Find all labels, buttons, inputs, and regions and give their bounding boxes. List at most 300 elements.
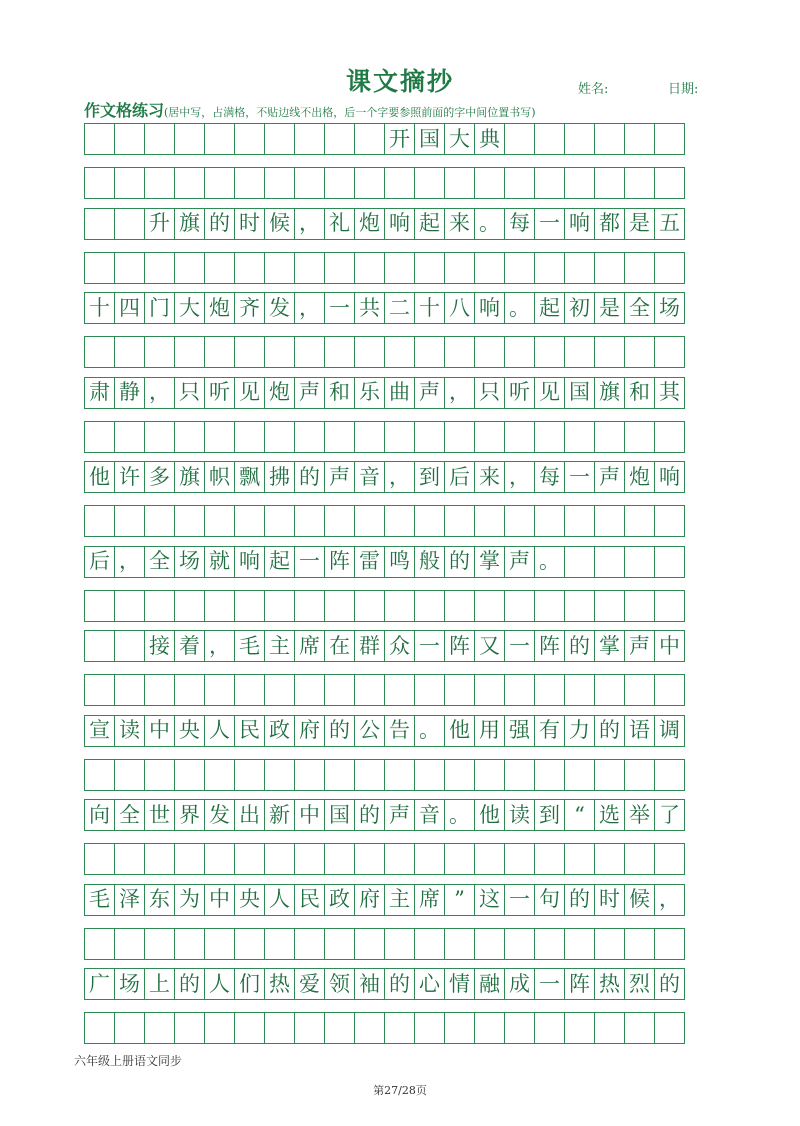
grid-cell — [84, 123, 115, 155]
grid-cell — [564, 1012, 595, 1044]
grid-cell: 旗 — [174, 461, 205, 493]
grid-cell: 一 — [294, 546, 325, 578]
grid-cell: 席 — [294, 630, 325, 662]
grid-cell — [84, 167, 115, 199]
grid-cell: 响 — [564, 208, 595, 240]
grid-cell — [564, 674, 595, 706]
grid-cell: 候 — [264, 208, 295, 240]
grid-cell — [624, 123, 655, 155]
grid-cell — [264, 336, 295, 368]
grid-cell: 拂 — [264, 461, 295, 493]
grid-cell: 成 — [504, 968, 535, 1000]
blank-grid-row — [84, 505, 685, 537]
text-grid-row — [84, 208, 685, 240]
text-grid-row — [84, 884, 685, 916]
grid-cell — [174, 421, 205, 453]
grid-cell: 的 — [174, 968, 205, 1000]
grid-cell: 融 — [474, 968, 505, 1000]
grid-cell — [174, 167, 205, 199]
grid-cell — [564, 167, 595, 199]
grid-cell — [564, 759, 595, 791]
grid-cell: 和 — [624, 377, 655, 409]
grid-cell — [624, 759, 655, 791]
grid-cell: 毛 — [234, 630, 265, 662]
grid-cell — [264, 674, 295, 706]
grid-cell — [294, 421, 325, 453]
grid-cell: 公 — [354, 715, 385, 747]
grid-cell — [654, 843, 685, 875]
grid-cell: 。 — [534, 546, 565, 578]
grid-cell — [564, 123, 595, 155]
grid-cell — [354, 928, 385, 960]
grid-cell: 响 — [384, 208, 415, 240]
grid-cell: 他 — [444, 715, 475, 747]
grid-cell — [174, 674, 205, 706]
grid-cell — [654, 123, 685, 155]
grid-cell: 央 — [234, 884, 265, 916]
grid-cell — [444, 674, 475, 706]
grid-cell — [654, 928, 685, 960]
grid-cell — [234, 505, 265, 537]
grid-cell: 主 — [384, 884, 415, 916]
grid-cell — [114, 167, 145, 199]
grid-cell — [84, 208, 115, 240]
grid-cell — [444, 843, 475, 875]
grid-cell — [354, 123, 385, 155]
grid-cell: 广 — [84, 968, 115, 1000]
grid-cell: 东 — [144, 884, 175, 916]
grid-cell: 声 — [594, 461, 625, 493]
grid-cell: 掌 — [594, 630, 625, 662]
grid-cell — [204, 123, 235, 155]
text-grid-row — [84, 461, 685, 493]
grid-cell: 雷 — [354, 546, 385, 578]
grid-cell: 飘 — [234, 461, 265, 493]
grid-cell — [474, 674, 505, 706]
grid-cell — [324, 252, 355, 284]
grid-cell: 向 — [84, 799, 115, 831]
grid-cell: 只 — [174, 377, 205, 409]
grid-cell — [654, 421, 685, 453]
grid-cell — [594, 252, 625, 284]
grid-cell — [414, 505, 445, 537]
grid-cell: 国 — [414, 123, 445, 155]
grid-cell — [324, 421, 355, 453]
grid-cell: ， — [444, 377, 475, 409]
grid-cell: 国 — [324, 799, 355, 831]
grid-cell — [174, 843, 205, 875]
grid-cell: 和 — [324, 377, 355, 409]
grid-cell: 力 — [564, 715, 595, 747]
grid-cell — [234, 167, 265, 199]
grid-cell — [324, 590, 355, 622]
grid-cell — [504, 928, 535, 960]
blank-grid-row — [84, 590, 685, 622]
grid-cell — [324, 843, 355, 875]
grid-cell: ， — [384, 461, 415, 493]
grid-cell — [354, 421, 385, 453]
grid-cell — [534, 167, 565, 199]
grid-cell: 们 — [234, 968, 265, 1000]
grid-cell — [114, 630, 145, 662]
grid-cell: 声 — [324, 461, 355, 493]
grid-cell: 的 — [204, 208, 235, 240]
grid-cell — [654, 759, 685, 791]
blank-grid-row — [84, 167, 685, 199]
grid-cell: 读 — [114, 715, 145, 747]
grid-cell — [114, 336, 145, 368]
grid-cell — [444, 505, 475, 537]
grid-cell — [654, 674, 685, 706]
grid-cell: 音 — [354, 461, 385, 493]
grid-cell: 一 — [414, 630, 445, 662]
grid-cell — [654, 590, 685, 622]
grid-cell — [564, 546, 595, 578]
grid-cell — [144, 421, 175, 453]
grid-cell — [564, 843, 595, 875]
grid-cell: 泽 — [114, 884, 145, 916]
grid-cell: 全 — [624, 292, 655, 324]
grid-cell — [234, 674, 265, 706]
grid-cell: 中 — [204, 884, 235, 916]
grid-cell: 阵 — [324, 546, 355, 578]
grid-cell — [264, 505, 295, 537]
grid-cell: 大 — [174, 292, 205, 324]
grid-cell — [474, 1012, 505, 1044]
grid-cell — [354, 1012, 385, 1044]
grid-cell — [114, 759, 145, 791]
text-grid-row — [84, 377, 685, 409]
grid-cell: 听 — [504, 377, 535, 409]
grid-cell: 用 — [474, 715, 505, 747]
grid-cell — [504, 252, 535, 284]
grid-cell — [324, 336, 355, 368]
grid-cell: ， — [114, 546, 145, 578]
grid-cell: ， — [654, 884, 685, 916]
grid-cell — [534, 928, 565, 960]
grid-cell — [204, 759, 235, 791]
grid-cell: 五 — [654, 208, 685, 240]
grid-cell: 发 — [204, 799, 235, 831]
grid-cell: 掌 — [474, 546, 505, 578]
grid-cell: 静 — [114, 377, 145, 409]
grid-cell — [114, 1012, 145, 1044]
grid-cell: 。 — [504, 292, 535, 324]
grid-cell: 府 — [294, 715, 325, 747]
grid-cell — [594, 123, 625, 155]
grid-cell — [534, 590, 565, 622]
grid-cell: 旗 — [594, 377, 625, 409]
grid-cell: 上 — [144, 968, 175, 1000]
grid-cell — [174, 505, 205, 537]
grid-cell — [114, 252, 145, 284]
grid-cell — [414, 674, 445, 706]
grid-cell — [624, 336, 655, 368]
grid-cell — [414, 759, 445, 791]
practice-title: 作文格练习 — [84, 101, 165, 120]
grid-cell — [264, 928, 295, 960]
grid-cell: ， — [294, 208, 325, 240]
text-grid-row — [84, 799, 685, 831]
grid-cell — [264, 1012, 295, 1044]
grid-cell — [174, 759, 205, 791]
grid-cell — [474, 759, 505, 791]
blank-grid-row — [84, 1012, 685, 1044]
grid-cell: 声 — [384, 799, 415, 831]
grid-cell — [84, 1012, 115, 1044]
grid-cell: 炮 — [264, 377, 295, 409]
grid-cell — [234, 421, 265, 453]
grid-cell — [84, 336, 115, 368]
page-number: 第27/28页 — [373, 1084, 427, 1097]
grid-cell — [504, 336, 535, 368]
grid-cell — [444, 759, 475, 791]
grid-cell — [234, 759, 265, 791]
grid-cell — [594, 843, 625, 875]
grid-cell — [384, 421, 415, 453]
grid-cell — [294, 674, 325, 706]
grid-cell — [384, 336, 415, 368]
grid-cell: 政 — [264, 715, 295, 747]
grid-cell: 人 — [204, 968, 235, 1000]
grid-cell — [84, 630, 115, 662]
grid-cell — [354, 590, 385, 622]
grid-cell — [624, 1012, 655, 1044]
grid-cell — [324, 759, 355, 791]
grid-cell: 的 — [594, 715, 625, 747]
grid-cell: 热 — [594, 968, 625, 1000]
grid-cell — [264, 421, 295, 453]
grid-cell: 阵 — [444, 630, 475, 662]
grid-cell — [114, 421, 145, 453]
grid-cell: 宣 — [84, 715, 115, 747]
grid-cell — [234, 336, 265, 368]
grid-cell — [234, 123, 265, 155]
blank-grid-row — [84, 759, 685, 791]
grid-cell — [294, 123, 325, 155]
grid-cell — [114, 590, 145, 622]
grid-cell — [504, 843, 535, 875]
grid-cell: 声 — [504, 546, 535, 578]
grid-cell — [414, 1012, 445, 1044]
grid-cell — [504, 505, 535, 537]
grid-cell — [474, 252, 505, 284]
grid-cell: 到 — [534, 799, 565, 831]
grid-cell: 举 — [624, 799, 655, 831]
grid-cell: 初 — [564, 292, 595, 324]
grid-cell — [174, 1012, 205, 1044]
text-grid-row — [84, 292, 685, 324]
grid-cell: 许 — [114, 461, 145, 493]
grid-cell: 鸣 — [384, 546, 415, 578]
grid-cell — [534, 759, 565, 791]
grid-cell: 告 — [384, 715, 415, 747]
grid-cell — [534, 843, 565, 875]
grid-cell — [324, 928, 355, 960]
blank-grid-row — [84, 928, 685, 960]
grid-cell — [204, 843, 235, 875]
grid-cell — [204, 167, 235, 199]
grid-cell — [534, 1012, 565, 1044]
grid-cell: 二 — [384, 292, 415, 324]
grid-cell: 读 — [504, 799, 535, 831]
grid-cell: 中 — [654, 630, 685, 662]
grid-cell — [234, 843, 265, 875]
grid-cell — [564, 928, 595, 960]
grid-cell: 炮 — [624, 461, 655, 493]
grid-cell — [84, 759, 115, 791]
grid-cell: 出 — [234, 799, 265, 831]
grid-cell: 共 — [354, 292, 385, 324]
grid-cell: 只 — [474, 377, 505, 409]
grid-cell: 一 — [504, 884, 535, 916]
grid-cell: 见 — [234, 377, 265, 409]
grid-cell: 的 — [564, 630, 595, 662]
grid-cell — [534, 336, 565, 368]
grid-cell: 阵 — [534, 630, 565, 662]
grid-cell — [144, 759, 175, 791]
grid-cell — [84, 928, 115, 960]
grid-cell — [474, 928, 505, 960]
grid-cell — [534, 505, 565, 537]
grid-cell: 着 — [174, 630, 205, 662]
grid-cell — [594, 546, 625, 578]
grid-cell — [564, 421, 595, 453]
grid-cell — [594, 167, 625, 199]
grid-cell — [114, 505, 145, 537]
grid-cell: 每 — [534, 461, 565, 493]
grid-cell — [84, 590, 115, 622]
grid-cell: 炮 — [354, 208, 385, 240]
grid-cell — [414, 421, 445, 453]
grid-cell — [294, 928, 325, 960]
grid-cell: 一 — [534, 968, 565, 1000]
text-grid-row — [84, 630, 685, 662]
grid-cell: 炮 — [204, 292, 235, 324]
grid-cell — [84, 505, 115, 537]
footer-course: 六年级上册语文同步 — [74, 1054, 183, 1068]
grid-cell: 十 — [414, 292, 445, 324]
grid-cell: 中 — [144, 715, 175, 747]
grid-cell — [84, 421, 115, 453]
grid-cell: 众 — [384, 630, 415, 662]
grid-cell: 十 — [84, 292, 115, 324]
grid-cell — [384, 252, 415, 284]
blank-grid-row — [84, 674, 685, 706]
grid-cell: 了 — [654, 799, 685, 831]
grid-cell — [564, 590, 595, 622]
grid-cell: 阵 — [564, 968, 595, 1000]
grid-cell — [354, 252, 385, 284]
grid-cell — [84, 674, 115, 706]
grid-cell — [354, 505, 385, 537]
grid-cell — [624, 252, 655, 284]
grid-cell: 旗 — [174, 208, 205, 240]
grid-cell: 他 — [84, 461, 115, 493]
grid-cell: 的 — [564, 884, 595, 916]
grid-cell: 都 — [594, 208, 625, 240]
grid-cell — [624, 546, 655, 578]
grid-cell: 每 — [504, 208, 535, 240]
grid-cell: 选 — [594, 799, 625, 831]
grid-cell: 情 — [444, 968, 475, 1000]
grid-cell: 调 — [654, 715, 685, 747]
grid-cell: 场 — [654, 292, 685, 324]
grid-cell: 音 — [414, 799, 445, 831]
grid-cell: ， — [504, 461, 535, 493]
grid-cell: 民 — [294, 884, 325, 916]
grid-cell — [444, 1012, 475, 1044]
grid-cell — [384, 843, 415, 875]
grid-cell — [204, 928, 235, 960]
text-grid-row — [84, 546, 685, 578]
grid-cell — [564, 505, 595, 537]
grid-cell — [624, 843, 655, 875]
grid-cell: 后 — [444, 461, 475, 493]
grid-cell — [294, 1012, 325, 1044]
grid-cell — [144, 505, 175, 537]
grid-cell — [384, 167, 415, 199]
grid-cell: 场 — [174, 546, 205, 578]
grid-cell: 后 — [84, 546, 115, 578]
grid-cell — [534, 674, 565, 706]
grid-cell — [444, 928, 475, 960]
grid-cell — [414, 928, 445, 960]
grid-cell — [414, 843, 445, 875]
grid-cell: 民 — [234, 715, 265, 747]
grid-cell: 候 — [624, 884, 655, 916]
grid-cell: 为 — [174, 884, 205, 916]
grid-cell — [504, 167, 535, 199]
grid-cell — [504, 759, 535, 791]
grid-cell: 升 — [144, 208, 175, 240]
grid-cell: 政 — [324, 884, 355, 916]
grid-cell: 领 — [324, 968, 355, 1000]
grid-cell: 的 — [324, 715, 355, 747]
grid-cell — [264, 252, 295, 284]
grid-cell — [474, 421, 505, 453]
grid-cell: 多 — [144, 461, 175, 493]
grid-cell — [354, 674, 385, 706]
grid-cell — [474, 843, 505, 875]
grid-cell — [624, 167, 655, 199]
grid-cell: 起 — [264, 546, 295, 578]
grid-cell — [564, 336, 595, 368]
grid-cell: 来 — [474, 461, 505, 493]
grid-cell — [654, 167, 685, 199]
grid-cell: 响 — [474, 292, 505, 324]
grid-cell — [324, 123, 355, 155]
grid-cell: 开 — [384, 123, 415, 155]
grid-cell: 乐 — [354, 377, 385, 409]
grid-cell: 肃 — [84, 377, 115, 409]
practice-instructions: (居中写，占满格，不贴边线不出格，后一个字要参照前面的字中间位置书写) — [164, 106, 536, 119]
grid-cell — [624, 505, 655, 537]
grid-cell: 心 — [414, 968, 445, 1000]
grid-cell — [504, 1012, 535, 1044]
grid-cell: 中 — [294, 799, 325, 831]
grid-cell — [594, 505, 625, 537]
grid-cell: 。 — [444, 799, 475, 831]
grid-cell: ， — [144, 377, 175, 409]
grid-cell: 毛 — [84, 884, 115, 916]
grid-cell — [144, 252, 175, 284]
grid-cell: 是 — [594, 292, 625, 324]
grid-cell — [654, 1012, 685, 1044]
grid-cell: 的 — [384, 968, 415, 1000]
grid-cell — [504, 674, 535, 706]
grid-cell — [144, 167, 175, 199]
